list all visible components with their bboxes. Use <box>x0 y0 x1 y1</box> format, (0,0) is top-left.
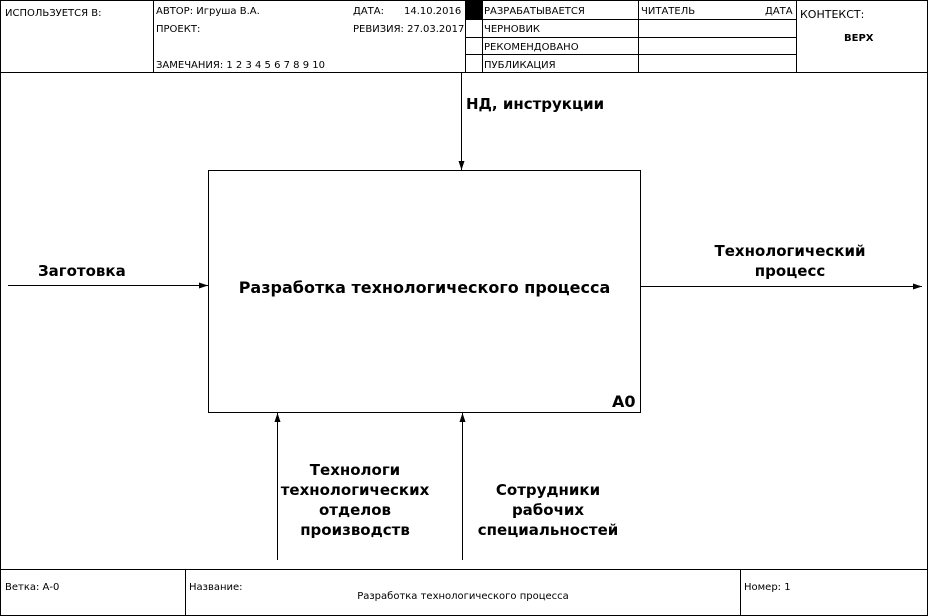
revision-field: РЕВИЗИЯ: 27.03.2017 <box>353 24 465 35</box>
date-value: 14.10.2016 <box>404 6 462 17</box>
output-label <box>700 241 880 281</box>
activity-node-id: A0 <box>612 392 636 411</box>
project-field: ПРОЕКТ: <box>156 24 201 35</box>
used-in-label: ИСПОЛЬЗУЕТСЯ В: <box>5 8 102 19</box>
mechanism-1-label-line: производств <box>300 521 410 539</box>
mechanism-1-label <box>270 460 440 540</box>
status-draft: ЧЕРНОВИК <box>484 24 541 35</box>
number-field: Номер: 1 <box>744 582 791 593</box>
mechanism-2-label-line: рабочих <box>511 501 585 519</box>
mechanism-1-label-line: Технологи <box>309 461 401 479</box>
date-label: ДАТА: <box>353 6 384 17</box>
input-label: Заготовка <box>38 262 126 280</box>
output-label-line: процесс <box>754 262 826 280</box>
status-recommended: РЕКОМЕНДОВАНО <box>484 42 579 53</box>
context-label: КОНТЕКСТ: <box>800 8 865 21</box>
control-label: НД, инструкции <box>466 95 605 113</box>
reader-label: ЧИТАТЕЛЬ <box>641 6 696 17</box>
branch-field: Ветка: А-0 <box>5 582 60 593</box>
status-in-development: РАЗРАБАТЫВАЕТСЯ <box>484 6 585 17</box>
status-indicator <box>466 1 482 19</box>
mechanism-2-label <box>463 480 633 540</box>
status-publication: ПУБЛИКАЦИЯ <box>484 60 556 71</box>
name-label: Название: <box>189 582 243 593</box>
mechanism-2-label-line: специальностей <box>477 521 619 539</box>
notes-field: ЗАМЕЧАНИЯ: 1 2 3 4 5 6 7 8 9 10 <box>156 60 325 71</box>
author-field: АВТОР: Игруша В.А. <box>156 6 260 17</box>
mechanism-1-label-line: технологических <box>280 481 430 499</box>
date-column-label: ДАТА <box>765 6 793 17</box>
mechanism-2-label-line: Сотрудники <box>495 481 601 499</box>
mechanism-1-label-line: отделов <box>318 501 392 519</box>
name-value: Разработка технологического процесса <box>357 591 569 602</box>
activity-title: Разработка технологического процесса <box>238 278 611 297</box>
output-label-line: Технологический <box>714 242 866 260</box>
context-value: ВЕРХ <box>844 33 874 44</box>
